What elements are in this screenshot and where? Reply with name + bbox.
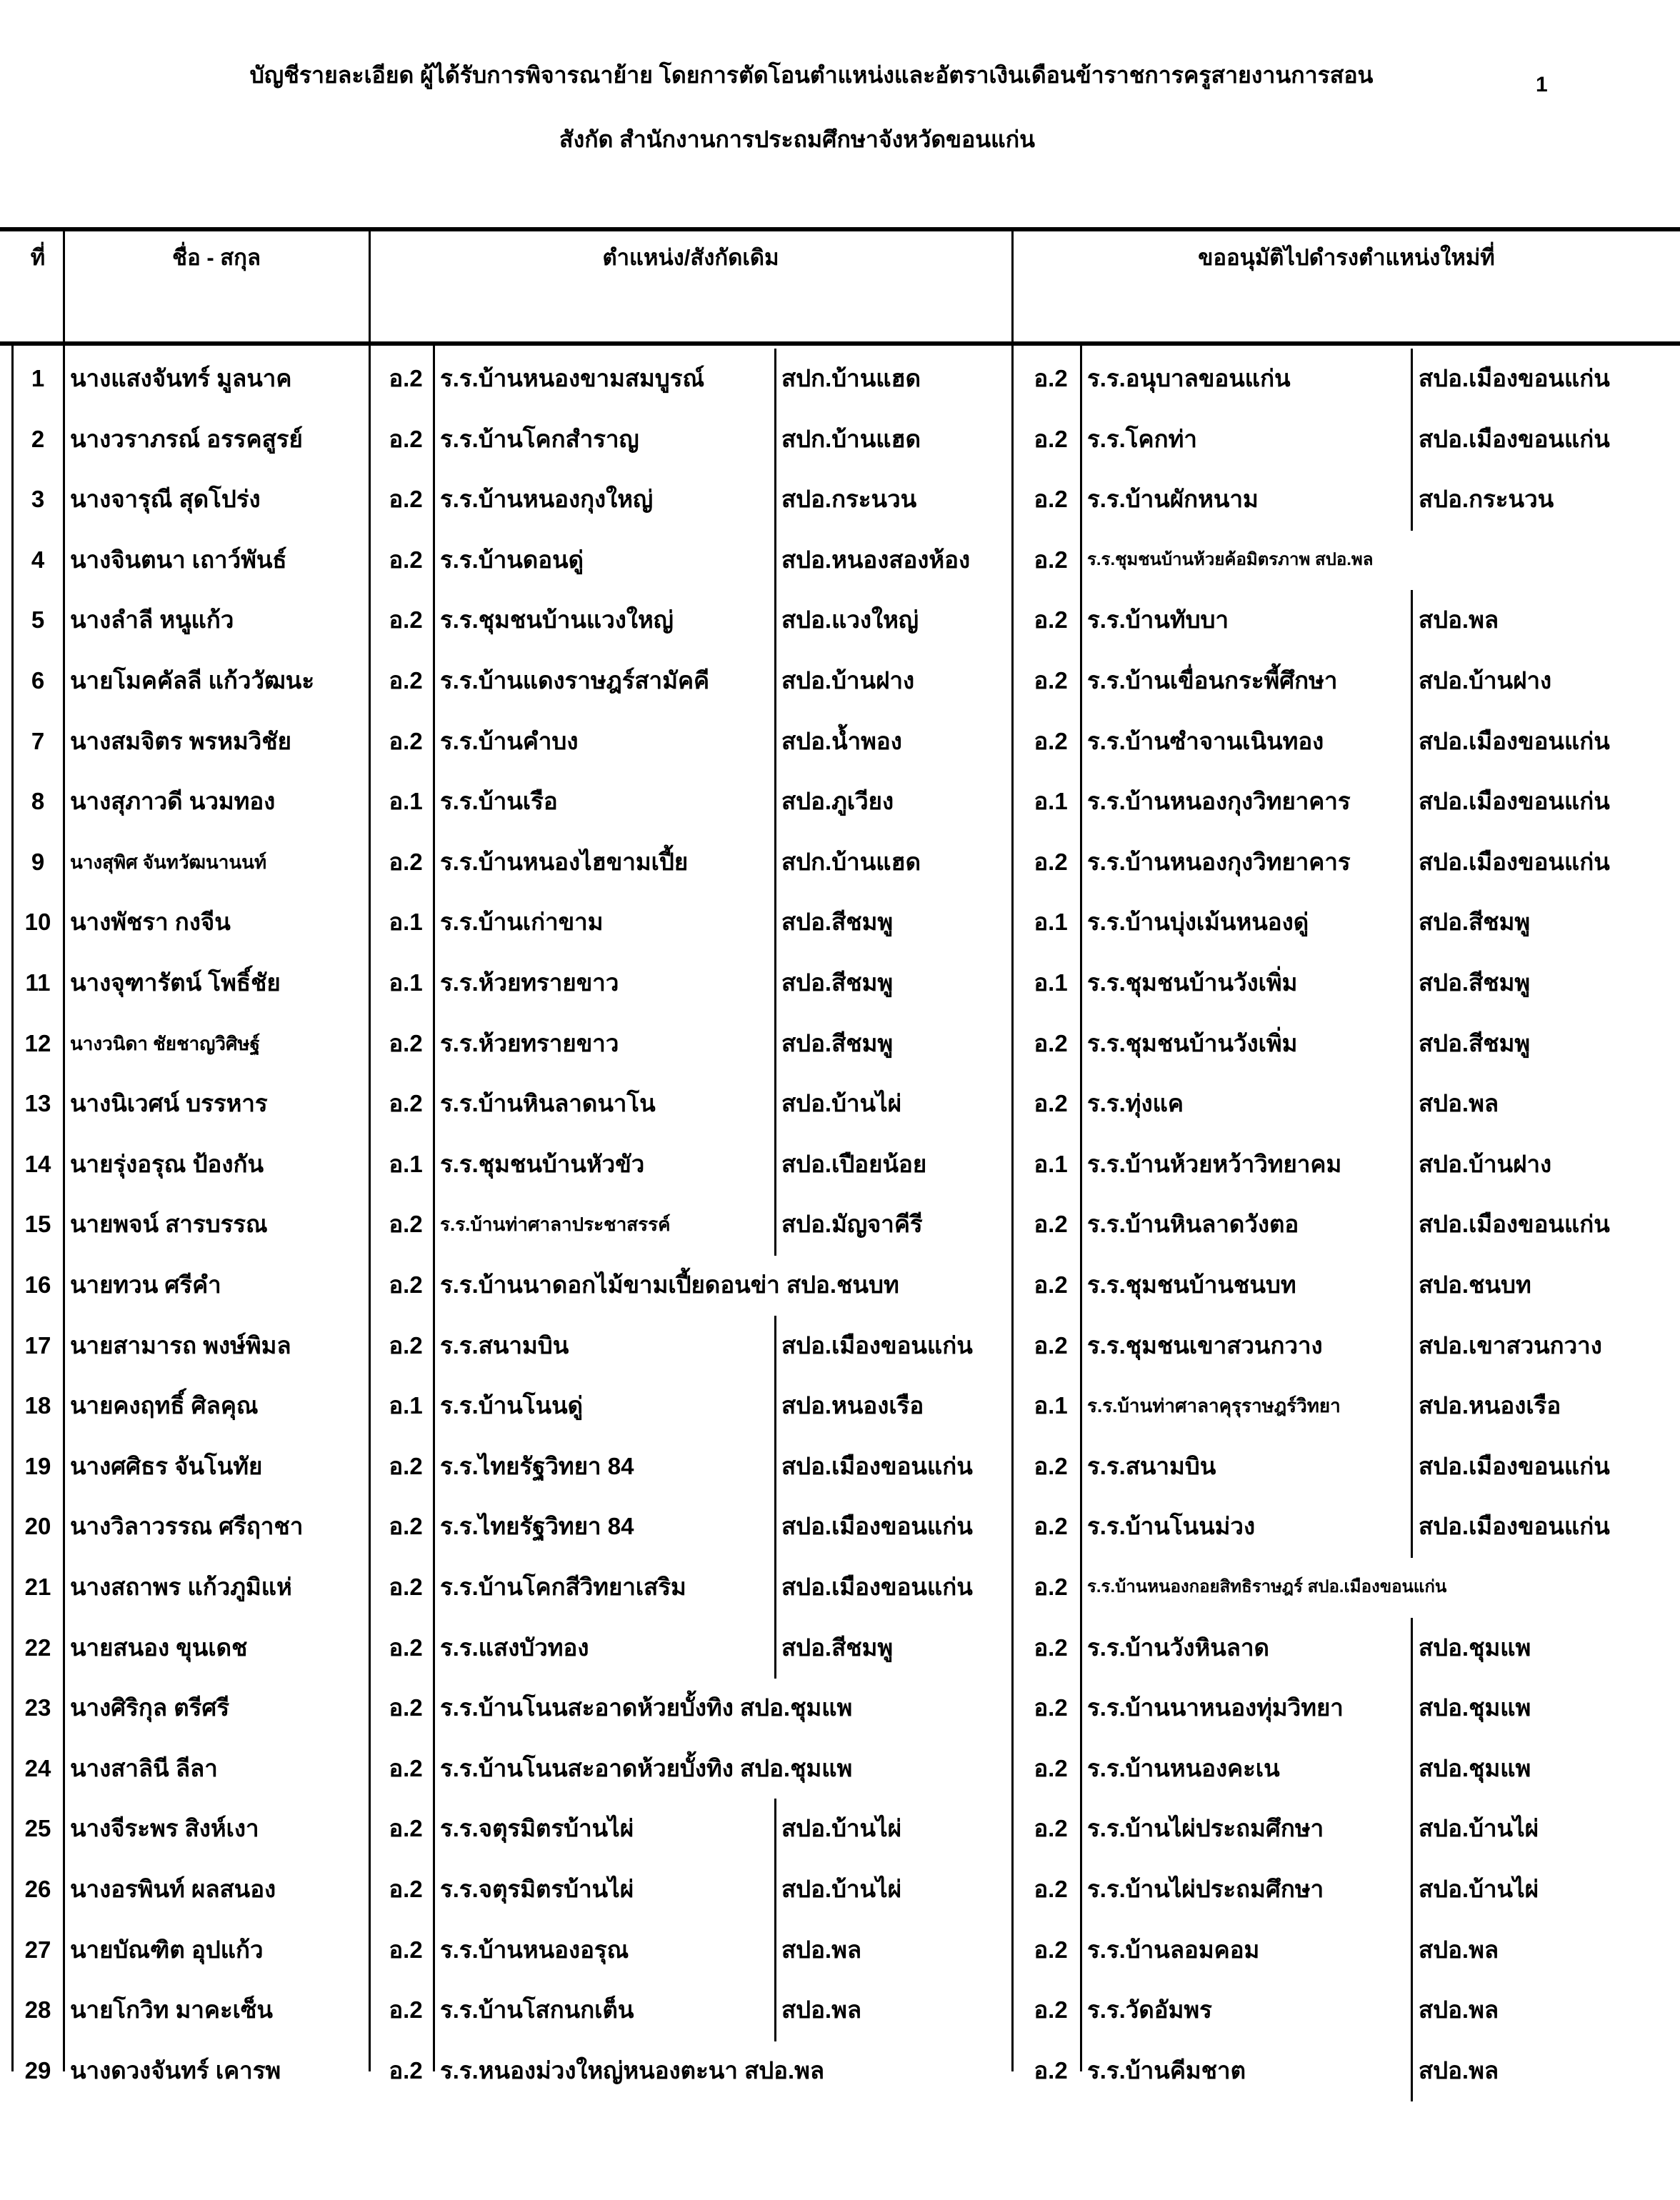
old-school: ร.ร.บ้านแดงราษฎร์สามัคคี bbox=[440, 667, 710, 694]
old-office: สปอ.สีชมพู bbox=[781, 909, 894, 936]
old-level: อ.2 bbox=[389, 1211, 423, 1238]
old-office: สปอ.หนองสองห้อง bbox=[781, 546, 971, 573]
teacher-name: นางจุฑารัตน์ โพธิ์ชัย bbox=[70, 969, 281, 996]
old-school: ร.ร.บ้านคำบง bbox=[440, 727, 579, 754]
table-row bbox=[0, 1920, 1680, 1980]
new-office: สปอ.เขาสวนกวาง bbox=[1419, 1331, 1602, 1359]
row-number: 2 bbox=[31, 425, 45, 452]
teacher-name: นางศศิธร จันโนทัย bbox=[70, 1452, 263, 1479]
table-row bbox=[0, 771, 1680, 831]
teacher-name: นางอรพินท์ ผลสนอง bbox=[70, 1876, 276, 1902]
teacher-name: นางพัชรา กงจีน bbox=[70, 909, 231, 936]
old-school: ร.ร.ชุมชนบ้านหัวขัว bbox=[440, 1150, 645, 1177]
new-school: ร.ร.บ้านหนองกอยสิทธิราษฎร์ สปอ.เมืองขอนแก่น bbox=[1087, 1577, 1447, 1596]
table-row bbox=[0, 1255, 1680, 1315]
table-row bbox=[0, 1799, 1680, 1859]
new-school: ร.ร.ชุมชนบ้านวังเพิ่ม bbox=[1087, 969, 1298, 996]
new-school: ร.ร.อนุบาลขอนแก่น bbox=[1087, 365, 1291, 391]
old-school: ร.ร.บ้านโนนสะอาดห้วยบั้งทิง สปอ.ชุมแพ bbox=[440, 1694, 853, 1721]
old-school: ร.ร.บ้านหนองขามสมบูรณ์ bbox=[440, 365, 705, 391]
old-school: ร.ร.บ้านหินลาดนาโน bbox=[440, 1090, 656, 1117]
teacher-name: นายบัณฑิต อุปแก้ว bbox=[70, 1936, 264, 1963]
new-level: อ.2 bbox=[1034, 606, 1068, 634]
new-office: สปอ.หนองเรือ bbox=[1419, 1392, 1561, 1419]
new-office: สปอ.สีชมพู bbox=[1419, 969, 1531, 996]
table-row bbox=[0, 1376, 1680, 1436]
teacher-name: นางสุภาวดี นวมทอง bbox=[70, 788, 276, 815]
new-level: อ.2 bbox=[1034, 1634, 1068, 1661]
new-level: อ.2 bbox=[1034, 727, 1068, 754]
new-level: อ.2 bbox=[1034, 1574, 1068, 1600]
new-level: อ.2 bbox=[1034, 1876, 1068, 1902]
row-number: 11 bbox=[25, 969, 51, 996]
teacher-name: นางดวงจันทร์ เคารพ bbox=[70, 2056, 281, 2084]
new-school: ร.ร.สนามบิน bbox=[1087, 1452, 1216, 1479]
old-level: อ.2 bbox=[389, 1694, 423, 1721]
row-number: 27 bbox=[24, 1936, 51, 1963]
new-school: ร.ร.บ้านนาหนองทุ่มวิทยา bbox=[1087, 1694, 1344, 1721]
new-school: ร.ร.โคกท่า bbox=[1087, 425, 1197, 452]
new-office: สปอ.ชุมแพ bbox=[1419, 1634, 1531, 1661]
new-school: ร.ร.บ้านหนองกุงวิทยาคาร bbox=[1087, 848, 1351, 875]
row-number: 8 bbox=[31, 788, 45, 815]
row-number: 4 bbox=[31, 546, 45, 573]
new-school: ร.ร.บ้านโนนม่วง bbox=[1087, 1513, 1256, 1540]
old-school: ร.ร.ไทยรัฐวิทยา 84 bbox=[440, 1513, 634, 1540]
new-level: อ.2 bbox=[1034, 1331, 1068, 1359]
teacher-name: นางสมจิตร พรหมวิชัย bbox=[70, 727, 292, 754]
new-office: สปอ.พล bbox=[1419, 606, 1499, 634]
row-number: 7 bbox=[31, 727, 45, 754]
table-row bbox=[0, 590, 1680, 650]
row-number: 26 bbox=[24, 1876, 51, 1902]
teacher-name: นายคงฤทธิ์ ศิลคุณ bbox=[70, 1392, 259, 1419]
new-school: ร.ร.บ้านหนองคะเน bbox=[1087, 1754, 1280, 1781]
new-school: ร.ร.บ้านไผ่ประถมศึกษา bbox=[1087, 1876, 1324, 1902]
new-office: สปอ.เมืองขอนแก่น bbox=[1419, 727, 1610, 754]
row-number: 29 bbox=[24, 2056, 51, 2084]
table-top-rule bbox=[0, 227, 1680, 231]
old-office: สปอ.สีชมพู bbox=[781, 969, 894, 996]
new-level: อ.2 bbox=[1034, 1936, 1068, 1963]
new-office: สปอ.พล bbox=[1419, 2056, 1499, 2084]
new-level: อ.1 bbox=[1034, 788, 1068, 815]
new-office: สปอ.พล bbox=[1419, 1936, 1499, 1963]
new-level: อ.1 bbox=[1034, 1392, 1068, 1419]
old-level: อ.2 bbox=[389, 1815, 423, 1842]
new-level: อ.1 bbox=[1034, 1150, 1068, 1177]
old-office: สปก.บ้านแฮด bbox=[781, 848, 921, 875]
new-school: ร.ร.บ้านทับบา bbox=[1087, 606, 1229, 634]
new-level: อ.2 bbox=[1034, 1513, 1068, 1540]
old-office: สปอ.มัญจาคีรี bbox=[781, 1211, 923, 1238]
row-number: 16 bbox=[24, 1271, 51, 1298]
old-level: อ.2 bbox=[389, 848, 423, 875]
new-school: ร.ร.บ้านผักหนาม bbox=[1087, 486, 1259, 513]
old-level: อ.2 bbox=[389, 1271, 423, 1298]
teacher-name: นางจินตนา เถาว์พันธ์ bbox=[70, 546, 287, 573]
old-office: สปอ.น้ำพอง bbox=[781, 727, 902, 754]
old-office: สปอ.เมืองขอนแก่น bbox=[781, 1452, 973, 1479]
page-number: 1 bbox=[1536, 73, 1548, 96]
table-row bbox=[0, 530, 1680, 590]
new-office: สปอ.ชนบท bbox=[1419, 1271, 1531, 1298]
old-office: สปอ.บ้านไผ่ bbox=[781, 1876, 902, 1902]
row-number: 10 bbox=[24, 909, 51, 936]
old-level: อ.2 bbox=[389, 546, 423, 573]
table-header-rule bbox=[0, 341, 1680, 346]
new-school: ร.ร.ชุมชนบ้านวังเพิ่ม bbox=[1087, 1029, 1298, 1056]
table-row bbox=[0, 1316, 1680, 1376]
teacher-name: นายรุ่งอรุณ ป้องกัน bbox=[70, 1150, 264, 1177]
header-old-position: ตำแหน่ง/สังกัดเดิม bbox=[602, 245, 779, 270]
old-office: สปอ.บ้านไผ่ bbox=[781, 1815, 902, 1842]
new-office: สปอ.บ้านฝาง bbox=[1419, 1150, 1552, 1177]
new-office: สปอ.ชุมแพ bbox=[1419, 1694, 1531, 1721]
new-level: อ.2 bbox=[1034, 1029, 1068, 1056]
old-school: ร.ร.จตุรมิตรบ้านไผ่ bbox=[440, 1815, 634, 1842]
row-number: 23 bbox=[24, 1694, 51, 1721]
header-name: ชื่อ - สกุล bbox=[172, 245, 261, 270]
old-level: อ.2 bbox=[389, 365, 423, 391]
new-level: อ.1 bbox=[1034, 909, 1068, 936]
old-level: อ.1 bbox=[389, 909, 423, 936]
new-level: อ.2 bbox=[1034, 486, 1068, 513]
row-number: 6 bbox=[31, 667, 45, 694]
new-office: สปอ.เมืองขอนแก่น bbox=[1419, 788, 1610, 815]
teacher-name: นางวนิดา ชัยชาญวิศิษฐ์ bbox=[70, 1032, 261, 1054]
new-level: อ.2 bbox=[1034, 365, 1068, 391]
old-office: สปอ.เมืองขอนแก่น bbox=[781, 1574, 973, 1600]
old-level: อ.2 bbox=[389, 1029, 423, 1056]
old-school: ร.ร.บ้านโสกนกเต็น bbox=[440, 1996, 634, 2024]
old-school: ร.ร.บ้านหนองกุงใหญ่ bbox=[440, 486, 654, 513]
new-school: ร.ร.บ้านวังหินลาด bbox=[1087, 1634, 1269, 1661]
teacher-name: นายโมคคัลลี แก้ววัฒนะ bbox=[70, 667, 315, 694]
new-level: อ.2 bbox=[1034, 667, 1068, 694]
old-level: อ.1 bbox=[389, 1392, 423, 1419]
row-number: 28 bbox=[24, 1996, 51, 2024]
row-number: 3 bbox=[31, 486, 45, 513]
teacher-name: นายสามารถ พงษ์พิมล bbox=[70, 1331, 291, 1359]
row-number: 22 bbox=[24, 1634, 51, 1661]
old-school: ร.ร.บ้านหนองไฮขามเปี้ย bbox=[440, 848, 689, 875]
row-number: 20 bbox=[24, 1513, 51, 1540]
teacher-name: นางศิริกุล ตรีศรี bbox=[70, 1694, 230, 1721]
old-level: อ.1 bbox=[389, 1150, 423, 1177]
new-school: ร.ร.บ้านเขื่อนกระพี้ศึกษา bbox=[1087, 667, 1338, 694]
new-school: ร.ร.บ้านหินลาดวังตอ bbox=[1087, 1211, 1299, 1238]
teacher-name: นางสุพิศ จันทวัฒนานนท์ bbox=[70, 851, 267, 873]
new-office: สปอ.ชุมแพ bbox=[1419, 1754, 1531, 1781]
teacher-name: นางสถาพร แก้วภูมิแห่ bbox=[70, 1574, 292, 1600]
old-school: ร.ร.แสงบัวทอง bbox=[440, 1634, 589, 1661]
table-row bbox=[0, 469, 1680, 529]
header-new-position: ขออนุมัติไปดำรงตำแหน่งใหม่ที่ bbox=[1198, 245, 1495, 270]
old-office: สปอ.สีชมพู bbox=[781, 1029, 894, 1056]
new-school: ร.ร.บ้านลอมคอม bbox=[1087, 1936, 1260, 1963]
old-level: อ.2 bbox=[389, 486, 423, 513]
teacher-name: นางนิเวศน์ บรรหาร bbox=[70, 1090, 268, 1117]
teacher-name: นางลำลี หนูแก้ว bbox=[70, 606, 234, 634]
old-school: ร.ร.ไทยรัฐวิทยา 84 bbox=[440, 1452, 634, 1479]
new-level: อ.2 bbox=[1034, 546, 1068, 573]
table-row bbox=[0, 832, 1680, 892]
old-school: ร.ร.บ้านเก่าขาม bbox=[440, 909, 604, 936]
new-office: สปอ.บ้านฝาง bbox=[1419, 667, 1552, 694]
teacher-name: นางสาลินี ลีลา bbox=[70, 1754, 218, 1781]
row-number: 19 bbox=[24, 1452, 51, 1479]
row-number: 9 bbox=[31, 848, 45, 875]
teacher-name: นางวิลาวรรณ ศรีฤาชา bbox=[70, 1513, 304, 1540]
table-row bbox=[0, 651, 1680, 711]
table-row bbox=[0, 1859, 1680, 1919]
old-school: ร.ร.บ้านท่าศาลาประชาสรรค์ bbox=[440, 1214, 671, 1236]
teacher-name: นายสนอง ขุนเดช bbox=[70, 1634, 248, 1661]
teacher-name: นางจารุณี สุดโปร่ง bbox=[70, 486, 261, 513]
old-office: สปอ.เมืองขอนแก่น bbox=[781, 1513, 973, 1540]
new-office: สปอ.สีชมพู bbox=[1419, 909, 1531, 936]
header-no: ที่ bbox=[30, 245, 46, 270]
new-office: สปอ.เมืองขอนแก่น bbox=[1419, 1452, 1610, 1479]
table-row bbox=[0, 892, 1680, 952]
row-number: 13 bbox=[24, 1090, 51, 1117]
old-office: สปอ.พล bbox=[781, 1936, 862, 1963]
row-number: 21 bbox=[24, 1574, 51, 1600]
old-level: อ.2 bbox=[389, 606, 423, 634]
new-level: อ.2 bbox=[1034, 1996, 1068, 2024]
new-school: ร.ร.วัดอัมพร bbox=[1087, 1996, 1212, 2024]
old-level: อ.2 bbox=[389, 1513, 423, 1540]
row-number: 17 bbox=[24, 1331, 51, 1359]
old-office: สปก.บ้านแฮด bbox=[781, 365, 921, 391]
new-office: สปอ.เมืองขอนแก่น bbox=[1419, 1513, 1610, 1540]
old-level: อ.2 bbox=[389, 1090, 423, 1117]
row-number: 18 bbox=[24, 1392, 51, 1419]
table-row bbox=[0, 1618, 1680, 1678]
new-office: สปอ.เมืองขอนแก่น bbox=[1419, 848, 1610, 875]
table-row bbox=[0, 1678, 1680, 1738]
new-office: สปอ.บ้านไผ่ bbox=[1419, 1876, 1539, 1902]
new-office: สปอ.เมืองขอนแก่น bbox=[1419, 1211, 1610, 1238]
old-office: สปอ.ภูเวียง bbox=[781, 788, 894, 815]
document-title: บัญชีรายละเอียด ผู้ได้รับการพิจารณาย้าย โดยการตัดโอนตำแหน่งและอัตราเงินเดือนข้าราชการครูสายงานการสอน bbox=[249, 62, 1374, 88]
new-level: อ.2 bbox=[1034, 1815, 1068, 1842]
old-level: อ.2 bbox=[389, 1634, 423, 1661]
teacher-name: นายทวน ศรีคำ bbox=[70, 1271, 221, 1298]
new-school: ร.ร.บ้านบุ่งเม้นหนองดู่ bbox=[1087, 909, 1309, 936]
old-school: ร.ร.บ้านโคกสีวิทยาเสริม bbox=[440, 1574, 686, 1600]
row-number: 14 bbox=[24, 1150, 51, 1177]
old-school: ร.ร.หนองม่วงใหญ่หนองตะนา สปอ.พล bbox=[440, 2056, 825, 2084]
old-office: สปอ.เมืองขอนแก่น bbox=[781, 1331, 973, 1359]
new-office: สปอ.บ้านไผ่ bbox=[1419, 1815, 1539, 1842]
new-school: ร.ร.บ้านไผ่ประถมศึกษา bbox=[1087, 1815, 1324, 1842]
new-school: ร.ร.ชุมชนบ้านห้วยค้อมิตรภาพ สปอ.พล bbox=[1087, 549, 1374, 569]
table-row bbox=[0, 1194, 1680, 1254]
table-row bbox=[0, 1496, 1680, 1556]
old-level: อ.2 bbox=[389, 2056, 423, 2084]
table-row bbox=[0, 1557, 1680, 1617]
old-office: สปอ.พล bbox=[781, 1996, 862, 2024]
table-row bbox=[0, 1980, 1680, 2040]
new-office: สปอ.เมืองขอนแก่น bbox=[1419, 425, 1610, 452]
teacher-name: นางจีระพร สิงห์เงา bbox=[70, 1815, 259, 1842]
old-office: สปอ.กระนวน bbox=[781, 486, 917, 513]
row-number: 24 bbox=[24, 1754, 51, 1781]
old-office: สปอ.สีชมพู bbox=[781, 1634, 894, 1661]
old-school: ร.ร.บ้านหนองอรุณ bbox=[440, 1936, 629, 1963]
old-level: อ.2 bbox=[389, 1876, 423, 1902]
old-level: อ.2 bbox=[389, 1996, 423, 2024]
table-row bbox=[0, 953, 1680, 1013]
new-school: ร.ร.บ้านท่าศาลาคุรุราษฎร์วิทยา bbox=[1087, 1395, 1341, 1417]
row-number: 5 bbox=[31, 606, 45, 634]
row-number: 25 bbox=[24, 1815, 51, 1842]
old-level: อ.2 bbox=[389, 1574, 423, 1600]
old-school: ร.ร.ชุมชนบ้านแวงใหญ่ bbox=[440, 606, 674, 634]
old-school: ร.ร.จตุรมิตรบ้านไผ่ bbox=[440, 1876, 634, 1902]
old-office: สปอ.หนองเรือ bbox=[781, 1392, 924, 1419]
old-level: อ.2 bbox=[389, 667, 423, 694]
row-number: 12 bbox=[24, 1029, 51, 1056]
old-office: สปอ.บ้านไผ่ bbox=[781, 1090, 902, 1117]
teacher-name: นายพจน์ สารบรรณ bbox=[70, 1211, 268, 1238]
new-school: ร.ร.ชุมชนบ้านชนบท bbox=[1087, 1271, 1296, 1298]
old-level: อ.2 bbox=[389, 425, 423, 452]
old-school: ร.ร.ห้วยทรายขาว bbox=[440, 1029, 619, 1056]
teacher-name: นางวราภรณ์ อรรคสูรย์ bbox=[70, 425, 303, 452]
new-level: อ.2 bbox=[1034, 2056, 1068, 2084]
new-school: ร.ร.บ้านคีมชาต bbox=[1087, 2056, 1246, 2084]
table-row bbox=[0, 1436, 1680, 1496]
new-level: อ.2 bbox=[1034, 1754, 1068, 1781]
table-row bbox=[0, 2041, 1680, 2101]
old-office: สปอ.แวงใหญ่ bbox=[781, 606, 919, 634]
table-row bbox=[0, 711, 1680, 771]
old-level: อ.2 bbox=[389, 1331, 423, 1359]
old-level: อ.2 bbox=[389, 727, 423, 754]
old-school: ร.ร.บ้านโคกสำราญ bbox=[440, 425, 639, 452]
teacher-name: นายโกวิท มาคะเซ็น bbox=[70, 1996, 273, 2024]
old-school: ร.ร.บ้านดอนดู่ bbox=[440, 546, 584, 573]
table-row bbox=[0, 1134, 1680, 1194]
old-level: อ.2 bbox=[389, 1936, 423, 1963]
new-office: สปอ.เมืองขอนแก่น bbox=[1419, 365, 1610, 391]
table-row bbox=[0, 1014, 1680, 1074]
new-level: อ.2 bbox=[1034, 1694, 1068, 1721]
table-row bbox=[0, 1074, 1680, 1134]
new-level: อ.2 bbox=[1034, 425, 1068, 452]
old-level: อ.1 bbox=[389, 969, 423, 996]
new-school: ร.ร.บ้านห้วยหว้าวิทยาคม bbox=[1087, 1150, 1342, 1177]
new-level: อ.1 bbox=[1034, 969, 1068, 996]
new-office: สปอ.สีชมพู bbox=[1419, 1029, 1531, 1056]
table-row bbox=[0, 1739, 1680, 1799]
old-school: ร.ร.บ้านโนนดู่ bbox=[440, 1392, 584, 1419]
old-school: ร.ร.สนามบิน bbox=[440, 1331, 569, 1359]
new-level: อ.2 bbox=[1034, 1090, 1068, 1117]
table-row bbox=[0, 349, 1680, 409]
old-office: สปก.บ้านแฮด bbox=[781, 425, 921, 452]
new-school: ร.ร.ทุ่งแค bbox=[1087, 1090, 1184, 1117]
old-office: สปอ.เปือยน้อย bbox=[781, 1150, 927, 1177]
new-office: สปอ.กระนวน bbox=[1419, 486, 1554, 513]
new-level: อ.2 bbox=[1034, 1452, 1068, 1479]
new-level: อ.2 bbox=[1034, 1271, 1068, 1298]
old-school: ร.ร.บ้านเรือ bbox=[440, 788, 558, 815]
old-school: ร.ร.ห้วยทรายขาว bbox=[440, 969, 619, 996]
row-number: 15 bbox=[24, 1211, 51, 1238]
old-level: อ.2 bbox=[389, 1754, 423, 1781]
document-subtitle: สังกัด สำนักงานการประถมศึกษาจังหวัดขอนแก่น bbox=[559, 126, 1035, 152]
new-school: ร.ร.บ้านหนองกุงวิทยาคาร bbox=[1087, 788, 1351, 815]
new-office: สปอ.พล bbox=[1419, 1996, 1499, 2024]
new-level: อ.2 bbox=[1034, 848, 1068, 875]
new-level: อ.2 bbox=[1034, 1211, 1068, 1238]
new-office: สปอ.พล bbox=[1419, 1090, 1499, 1117]
old-school: ร.ร.บ้านนาดอกไม้ขามเปี้ยดอนข่า สปอ.ชนบท bbox=[440, 1271, 899, 1298]
row-number: 1 bbox=[31, 365, 45, 391]
old-office: สปอ.บ้านฝาง bbox=[781, 667, 915, 694]
old-school: ร.ร.บ้านโนนสะอาดห้วยบั้งทิง สปอ.ชุมแพ bbox=[440, 1754, 853, 1781]
new-school: ร.ร.บ้านซำจานเนินทอง bbox=[1087, 727, 1324, 754]
old-level: อ.1 bbox=[389, 788, 423, 815]
old-level: อ.2 bbox=[389, 1452, 423, 1479]
new-school: ร.ร.ชุมชนเขาสวนกวาง bbox=[1087, 1331, 1323, 1359]
teacher-name: นางแสงจันทร์ มูลนาค bbox=[70, 365, 292, 391]
table-row bbox=[0, 409, 1680, 469]
